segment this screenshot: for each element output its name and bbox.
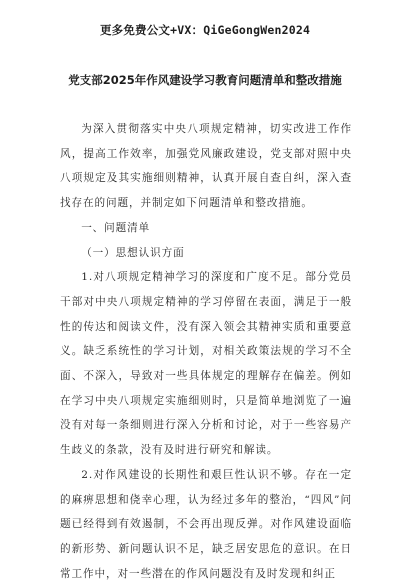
section-heading: 一、问题清单 [81, 221, 151, 234]
intro-paragraph: 为深入贯彻落实中央八项规定精神，切实改进工作作风，提高工作效率，加强党风廉政建设，党支部对照中央八项规定及其实施细则精神，认真开展自查自纠，深入查找存在的问题，并制定如下问题清单和整改措施。 [60, 123, 352, 210]
subsection-heading: （一）思想认识方面 [81, 246, 185, 259]
document-title: 党支部2025年作风建设学习教育问题清单和整改措施 [68, 73, 342, 87]
watermark-text: 更多免费公文+VX：QiGeGongWen2024 [99, 23, 311, 37]
list-item: 1.对八项规定精神学习的深度和广度不足。部分党员干部对中央八项规定精神的学习停留在表面，满足于一般性的传达和阅读文件，没有深入领会其精神实质和重要意义。缺乏系统性的学习计划，对相关政策法规的学习不全面、不深入，导致对一些具体规定的理解存在偏差。例如在学习中央八项规定实施细则时，只是简单地浏览了一遍没有对每一条细则进行深入分析和讨论，对于一些容易产生歧义的条款，没有及时进行研究和解读。 [60, 271, 352, 457]
document-body [60, 117, 352, 586]
list-item: 2.对作风建设的长期性和艰巨性认识不够。存在一定的麻痹思想和侥幸心理，认为经过多年的整治，“四风”问题已经得到有效遏制，不会再出现反弹。对作风建设面临的新形势、新问题认识不足，缺乏居安思危的意识。在日常工作中，对一些潜在的作风问题没有及时发现和纠正 [60, 468, 352, 580]
